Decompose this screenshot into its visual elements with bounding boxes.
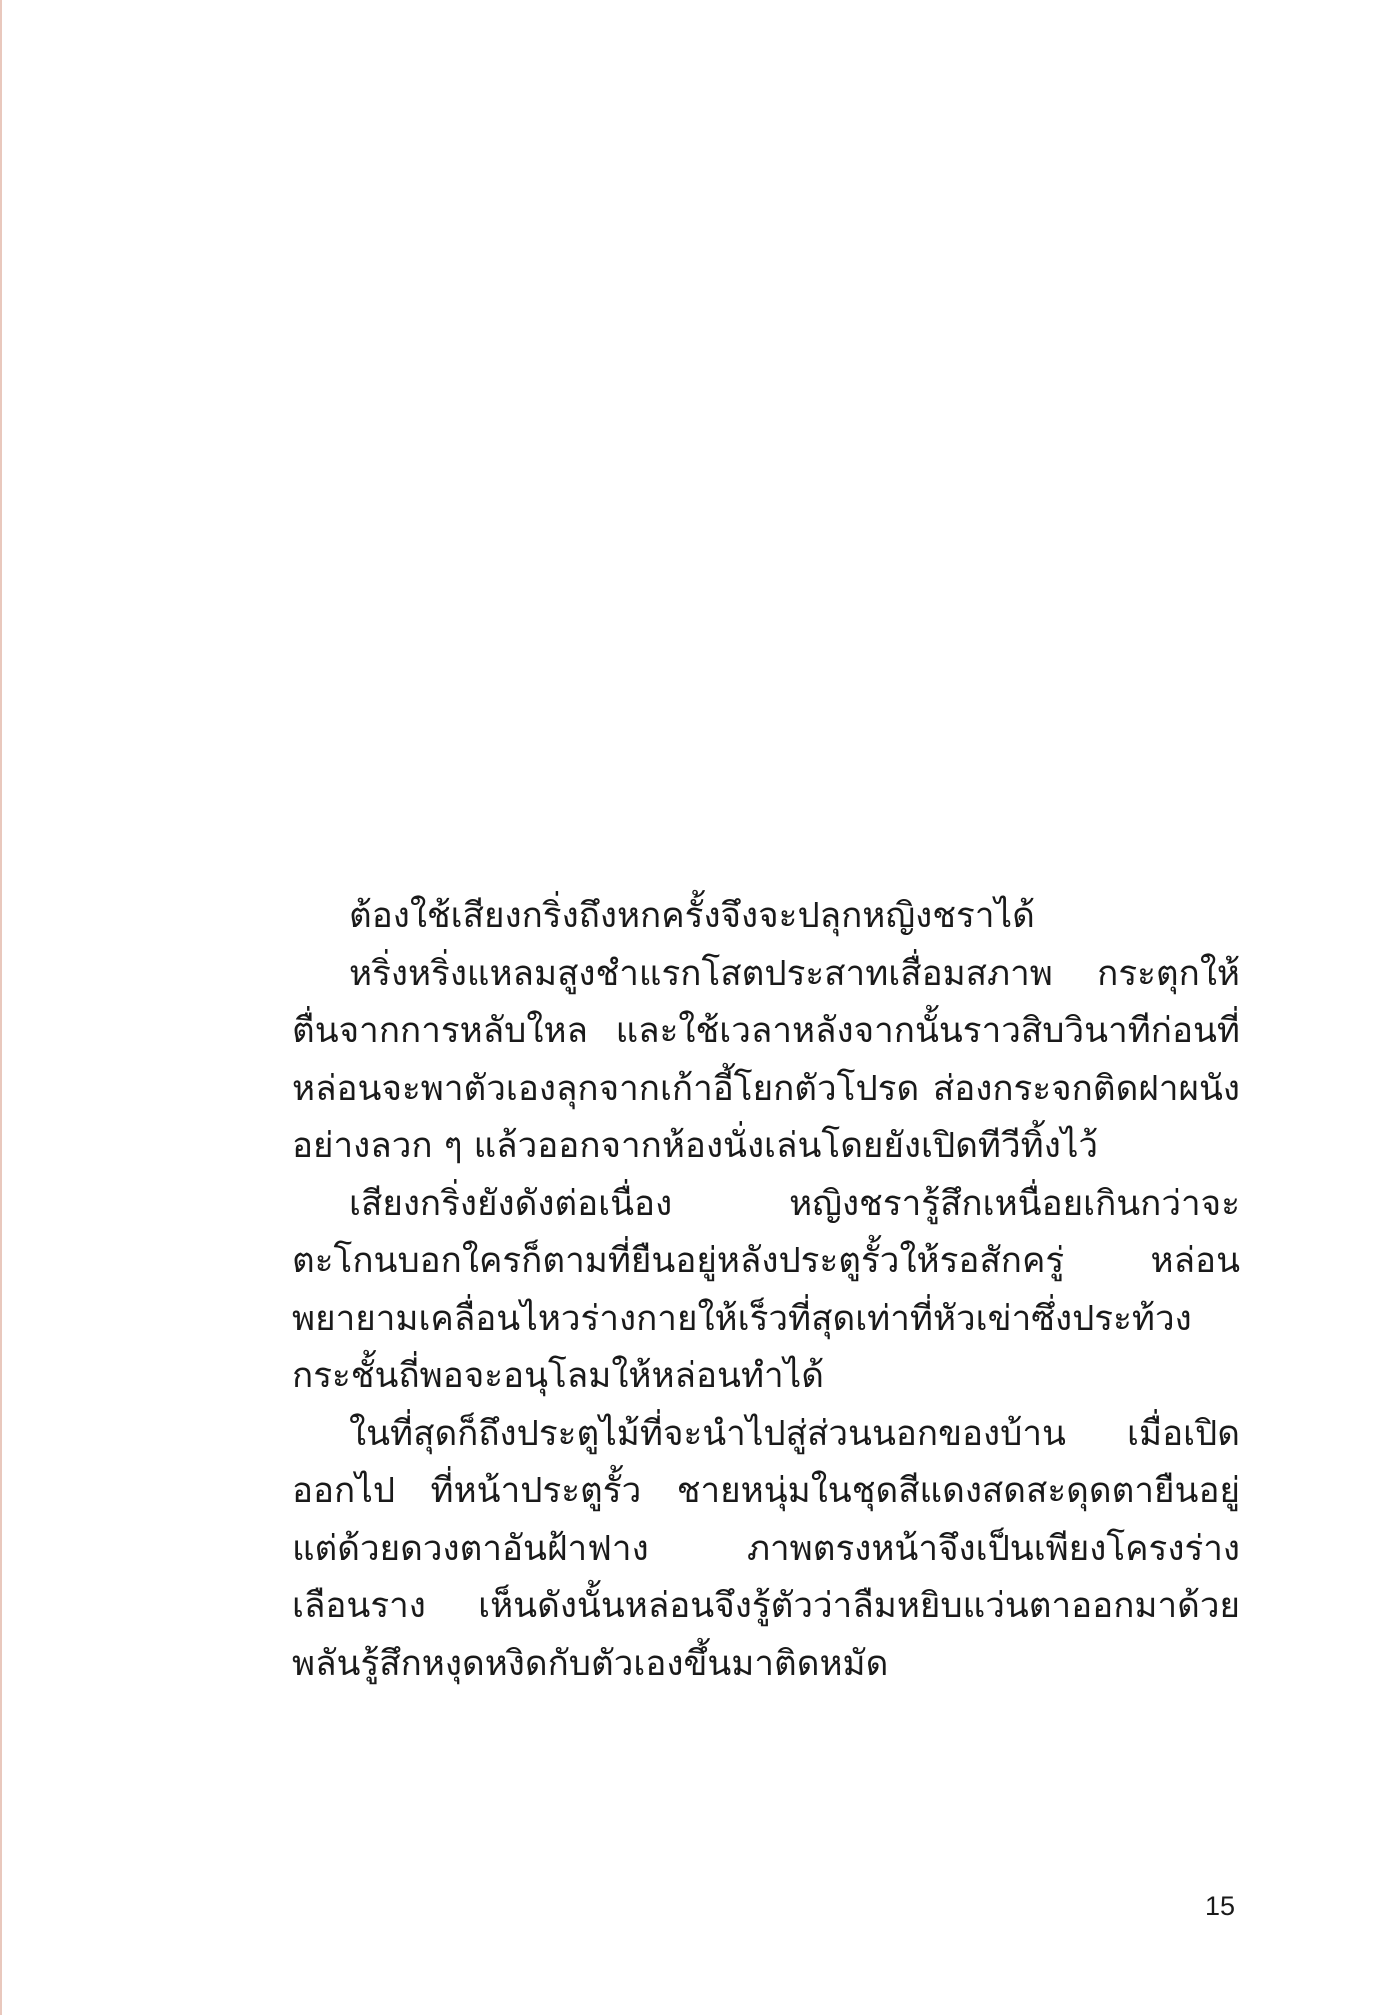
text-line: ตะโกนบอกใครก็ตามที่ยืนอยู่หลังประตูรั้วให้รอสักครู่ หล่อน [292,1241,1240,1281]
text-line: หริ่งหริ่งแหลมสูงชำแรกโสตประสาทเสื่อมสภาพ กระตุกให้ [349,953,1240,994]
text-line: กระชั้นถี่พอจะอนุโลมให้หล่อนทำได้ [292,1356,825,1396]
text-line: ต้องใช้เสียงกริ่งถึงหกครั้งจึงจะปลุกหญิงชราได้ [349,896,1035,936]
text-line: เลือนราง เห็นดังนั้นหล่อนจึงรู้ตัวว่าลืมหยิบแว่นตาออกมาด้วย [292,1586,1240,1626]
text-line: อย่างลวก ๆ แล้วออกจากห้องนั่งเล่นโดยยังเปิดทีวีทิ้งไว้ [292,1126,1099,1166]
body-text [292,888,1240,1693]
page-number: 15 [1204,1891,1235,1921]
text-line: เสียงกริ่งยังดังต่อเนื่อง หญิงชรารู้สึกเหนื่อยเกินกว่าจะ [349,1183,1240,1224]
text-line: พลันรู้สึกหงุดหงิดกับตัวเองขึ้นมาติดหมัด [292,1643,889,1684]
text-line: ในที่สุดก็ถึงประตูไม้ที่จะนำไปสู่ส่วนนอกของบ้าน เมื่อเปิด [349,1413,1240,1454]
page-edge [0,0,2,2015]
text-line: หล่อนจะพาตัวเองลุกจากเก้าอี้โยกตัวโปรด ส่องกระจกติดฝาผนัง [292,1068,1240,1109]
text-line: แต่ด้วยดวงตาอันฝ้าฟาง ภาพตรงหน้าจึงเป็นเพียงโครงร่าง [292,1528,1240,1569]
text-line: ออกไป ที่หน้าประตูรั้ว ชายหนุ่มในชุดสีแดงสดสะดุดตายืนอยู่ [292,1471,1240,1511]
text-line: ตื่นจากการหลับใหล และใช้เวลาหลังจากนั้นราวสิบวินาทีก่อนที่ [292,1011,1240,1051]
text-line: พยายามเคลื่อนไหวร่างกายให้เร็วที่สุดเท่าที่หัวเข่าซึ่งประท้วง [292,1298,1192,1339]
